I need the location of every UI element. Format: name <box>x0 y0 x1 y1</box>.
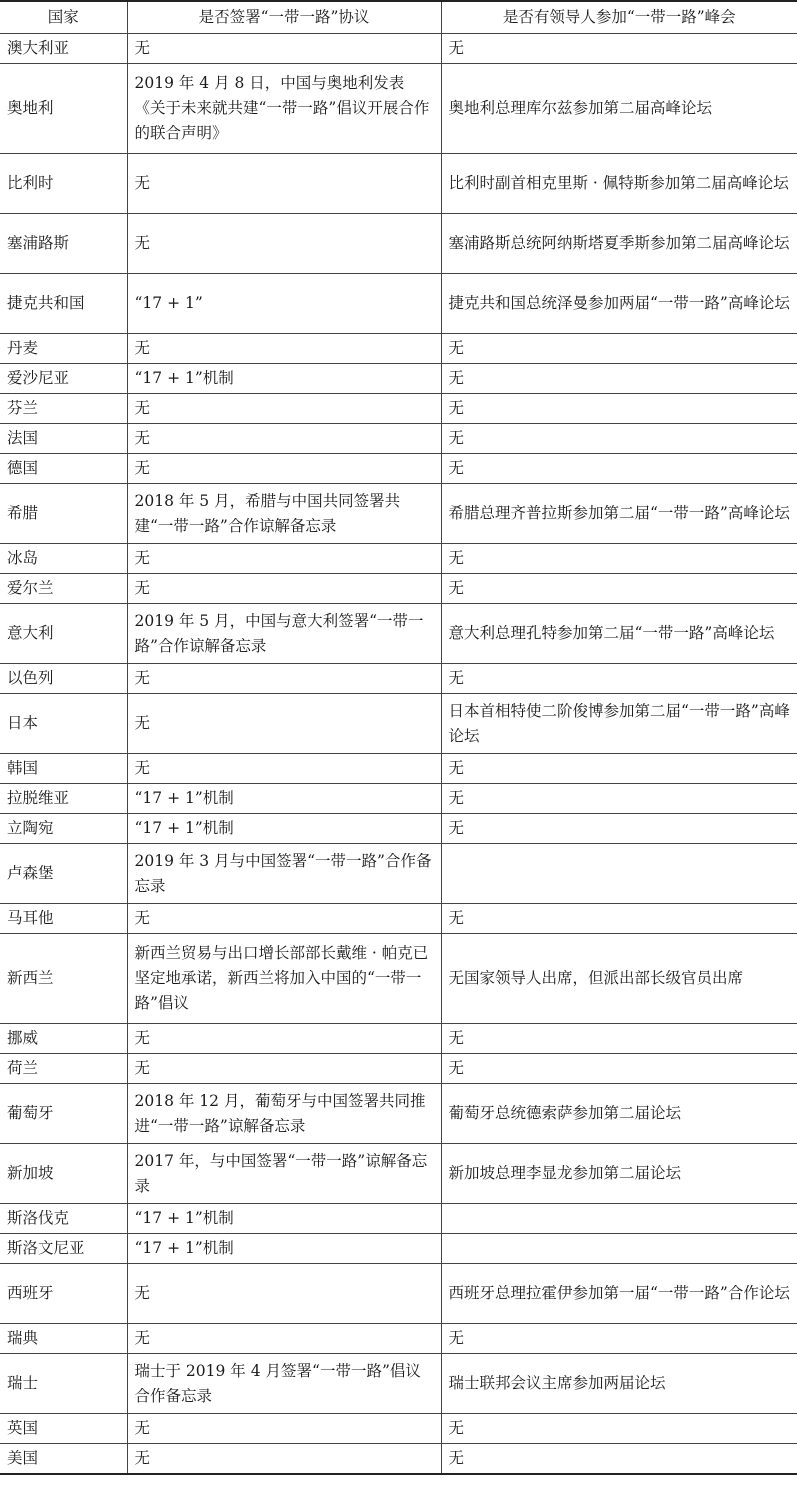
agreement-cell: 无 <box>127 154 441 214</box>
country-cell: 爱沙尼亚 <box>0 364 127 394</box>
country-cell: 意大利 <box>0 604 127 664</box>
agreement-cell: “17 + 1”机制 <box>127 784 441 814</box>
table-row <box>0 484 797 544</box>
table-row <box>0 544 797 574</box>
country-cell: 荷兰 <box>0 1054 127 1084</box>
table-row <box>0 214 797 274</box>
agreement-cell: 2019 年 4 月 8 日，中国与奥地利发表《关于未来就共建“一带一路”倡议开展合作的联合声明》 <box>127 64 441 154</box>
country-cell: 比利时 <box>0 154 127 214</box>
summit-cell: 无 <box>441 1444 797 1475</box>
agreement-cell: 新西兰贸易与出口增长部部长戴维 · 帕克已坚定地承诺，新西兰将加入中国的“一带一路”倡议 <box>127 934 441 1024</box>
summit-cell <box>441 1204 797 1234</box>
agreement-cell: 无 <box>127 664 441 694</box>
country-cell: 澳大利亚 <box>0 34 127 64</box>
table-row <box>0 64 797 154</box>
table-row <box>0 1144 797 1204</box>
table-row <box>0 754 797 784</box>
agreement-cell: 无 <box>127 454 441 484</box>
summit-cell: 无 <box>441 394 797 424</box>
summit-cell: 无 <box>441 1054 797 1084</box>
header-agreement: 是否签署“一带一路”协议 <box>127 1 441 34</box>
country-cell: 斯洛伐克 <box>0 1204 127 1234</box>
table-row <box>0 604 797 664</box>
summit-cell: 无 <box>441 34 797 64</box>
table-row <box>0 844 797 904</box>
summit-cell: 意大利总理孔特参加第二届“一带一路”高峰论坛 <box>441 604 797 664</box>
summit-cell: 无 <box>441 454 797 484</box>
agreement-cell: 无 <box>127 1024 441 1054</box>
summit-cell: 无 <box>441 1024 797 1054</box>
country-cell: 英国 <box>0 1414 127 1444</box>
country-cell: 以色列 <box>0 664 127 694</box>
table-row <box>0 1264 797 1324</box>
agreement-cell: “17 + 1”机制 <box>127 364 441 394</box>
agreement-cell: 无 <box>127 394 441 424</box>
agreement-cell: 无 <box>127 574 441 604</box>
summit-cell: 无 <box>441 664 797 694</box>
summit-cell <box>441 844 797 904</box>
summit-cell: 无 <box>441 424 797 454</box>
summit-cell: 塞浦路斯总统阿纳斯塔夏季斯参加第二届高峰论坛 <box>441 214 797 274</box>
summit-cell: 奥地利总理库尔兹参加第二届高峰论坛 <box>441 64 797 154</box>
country-cell: 塞浦路斯 <box>0 214 127 274</box>
country-cell: 新加坡 <box>0 1144 127 1204</box>
country-cell: 丹麦 <box>0 334 127 364</box>
table-row <box>0 784 797 814</box>
agreement-cell: 无 <box>127 424 441 454</box>
country-cell: 冰岛 <box>0 544 127 574</box>
country-cell: 日本 <box>0 694 127 754</box>
table-row <box>0 1324 797 1354</box>
country-cell: 瑞典 <box>0 1324 127 1354</box>
agreement-cell: “17 + 1”机制 <box>127 814 441 844</box>
table-row <box>0 1054 797 1084</box>
agreement-cell: 无 <box>127 334 441 364</box>
table-row <box>0 904 797 934</box>
agreement-cell: “17 + 1”机制 <box>127 1234 441 1264</box>
agreement-cell: 2018 年 5 月，希腊与中国共同签署共建“一带一路”合作谅解备忘录 <box>127 484 441 544</box>
agreement-cell: 2019 年 3 月与中国签署“一带一路”合作备忘录 <box>127 844 441 904</box>
table-row <box>0 1204 797 1234</box>
country-cell: 拉脱维亚 <box>0 784 127 814</box>
agreement-cell: 无 <box>127 1054 441 1084</box>
summit-cell: 无 <box>441 754 797 784</box>
country-cell: 斯洛文尼亚 <box>0 1234 127 1264</box>
table-row <box>0 1024 797 1054</box>
country-cell: 西班牙 <box>0 1264 127 1324</box>
summit-cell: 无 <box>441 574 797 604</box>
table-row <box>0 664 797 694</box>
agreement-cell: 瑞士于 2019 年 4 月签署“一带一路”倡议合作备忘录 <box>127 1354 441 1414</box>
country-cell: 法国 <box>0 424 127 454</box>
agreement-cell: 2018 年 12 月，葡萄牙与中国签署共同推进“一带一路”谅解备忘录 <box>127 1084 441 1144</box>
table-row <box>0 1414 797 1444</box>
table-row <box>0 934 797 1024</box>
agreement-cell: 无 <box>127 1324 441 1354</box>
country-cell: 马耳他 <box>0 904 127 934</box>
agreement-cell: 无 <box>127 1414 441 1444</box>
agreement-cell: 无 <box>127 34 441 64</box>
agreement-cell: 无 <box>127 544 441 574</box>
summit-cell <box>441 1234 797 1264</box>
country-cell: 瑞士 <box>0 1354 127 1414</box>
table-row <box>0 1444 797 1475</box>
summit-cell: 无 <box>441 364 797 394</box>
table-row <box>0 1084 797 1144</box>
table-row <box>0 694 797 754</box>
table-row <box>0 814 797 844</box>
table-row <box>0 1354 797 1414</box>
table-row <box>0 394 797 424</box>
agreement-cell: 无 <box>127 754 441 784</box>
agreement-cell: 无 <box>127 214 441 274</box>
summit-cell: 希腊总理齐普拉斯参加第二届“一带一路”高峰论坛 <box>441 484 797 544</box>
table-row <box>0 574 797 604</box>
summit-cell: 葡萄牙总统德索萨参加第二届论坛 <box>441 1084 797 1144</box>
header-country: 国家 <box>0 1 127 34</box>
table-body <box>0 34 797 1475</box>
summit-cell: 无 <box>441 814 797 844</box>
country-cell: 捷克共和国 <box>0 274 127 334</box>
summit-cell: 捷克共和国总统泽曼参加两届“一带一路”高峰论坛 <box>441 274 797 334</box>
agreement-cell: “17 + 1” <box>127 274 441 334</box>
country-cell: 德国 <box>0 454 127 484</box>
country-cell: 美国 <box>0 1444 127 1475</box>
summit-cell: 西班牙总理拉霍伊参加第一届“一带一路”合作论坛 <box>441 1264 797 1324</box>
country-cell: 希腊 <box>0 484 127 544</box>
table-row <box>0 274 797 334</box>
agreement-cell: 无 <box>127 1444 441 1475</box>
table-row <box>0 424 797 454</box>
table-row <box>0 364 797 394</box>
country-cell: 立陶宛 <box>0 814 127 844</box>
country-cell: 挪威 <box>0 1024 127 1054</box>
summit-cell: 无 <box>441 334 797 364</box>
summit-cell: 无 <box>441 544 797 574</box>
summit-cell: 新加坡总理李显龙参加第二届论坛 <box>441 1144 797 1204</box>
country-cell: 卢森堡 <box>0 844 127 904</box>
agreement-cell: 无 <box>127 1264 441 1324</box>
agreement-cell: 2017 年，与中国签署“一带一路”谅解备忘录 <box>127 1144 441 1204</box>
summit-cell: 比利时副首相克里斯 · 佩特斯参加第二届高峰论坛 <box>441 154 797 214</box>
country-cell: 芬兰 <box>0 394 127 424</box>
agreement-cell: 无 <box>127 694 441 754</box>
country-cell: 韩国 <box>0 754 127 784</box>
country-cell: 奥地利 <box>0 64 127 154</box>
summit-cell: 日本首相特使二阶俊博参加第二届“一带一路”高峰论坛 <box>441 694 797 754</box>
summit-cell: 无 <box>441 784 797 814</box>
table-row <box>0 454 797 484</box>
summit-cell: 无 <box>441 904 797 934</box>
table-row <box>0 334 797 364</box>
table-row <box>0 154 797 214</box>
summit-cell: 无国家领导人出席，但派出部长级官员出席 <box>441 934 797 1024</box>
summit-cell: 瑞士联邦会议主席参加两届论坛 <box>441 1354 797 1414</box>
table-row <box>0 1234 797 1264</box>
header-row <box>0 1 797 34</box>
header-summit: 是否有领导人参加“一带一路”峰会 <box>441 1 797 34</box>
summit-cell: 无 <box>441 1414 797 1444</box>
summit-cell: 无 <box>441 1324 797 1354</box>
agreement-cell: 2019 年 5 月，中国与意大利签署“一带一路”合作谅解备忘录 <box>127 604 441 664</box>
country-cell: 爱尔兰 <box>0 574 127 604</box>
table-row <box>0 34 797 64</box>
agreement-cell: 无 <box>127 904 441 934</box>
country-cell: 新西兰 <box>0 934 127 1024</box>
agreement-cell: “17 + 1”机制 <box>127 1204 441 1234</box>
country-cell: 葡萄牙 <box>0 1084 127 1144</box>
